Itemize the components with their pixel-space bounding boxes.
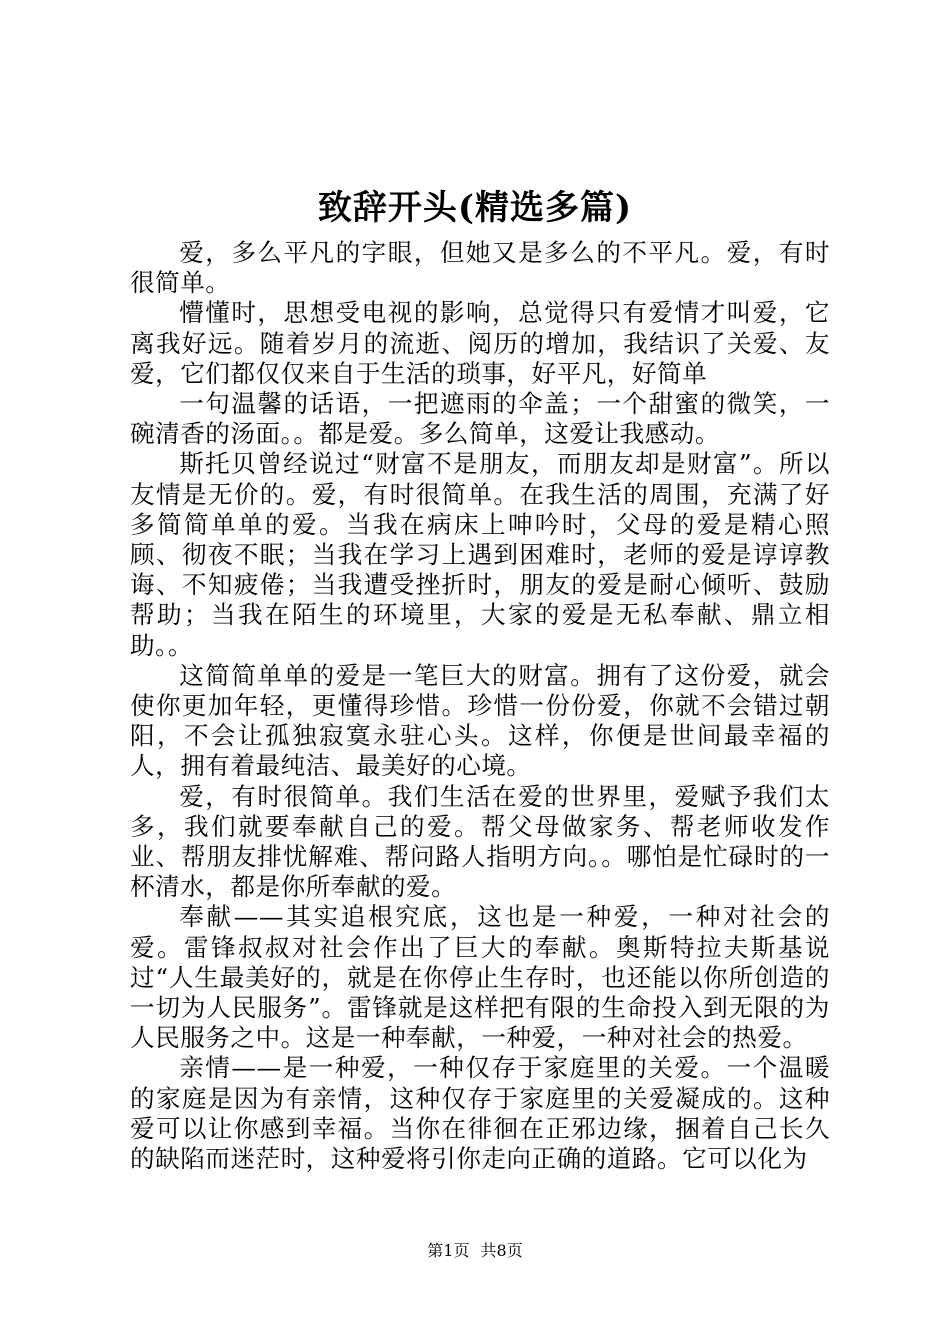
paragraph: 爱，有时很简单。我们生活在爱的世界里，爱赋予我们太多，我们就要奉献自己的爱。帮父母做家务、帮老师收发作业、帮朋友排忧解难、帮问路人指明方向。。哪怕是忙碌时的一杯清水，都是你所奉献的爱。 <box>130 781 830 902</box>
page-total: 共8页 <box>480 1241 523 1260</box>
page-footer <box>0 1240 950 1262</box>
paragraph: 斯托贝曾经说过“财富不是朋友，而朋友却是财富”。所以友情是无价的。爱，有时很简单。在我生活的周围，充满了好多简简单单的爱。当我在病床上呻吟时，父母的爱是精心照顾、彻夜不眠；当我在学习上遇到困难时，老师的爱是谆谆教诲、不知疲倦；当我遭受挫折时，朋友的爱是耐心倾听、鼓励帮助；当我在陌生的环境里，大家的爱是无私奉献、鼎立相助。。 <box>130 449 830 660</box>
paragraph: 懵懂时，思想受电视的影响，总觉得只有爱情才叫爱，它离我好远。随着岁月的流逝、阅历的增加，我结识了关爱、友爱，它们都仅仅来自于生活的琐事，好平凡，好简单 <box>130 298 830 388</box>
document-body <box>130 238 830 1174</box>
paragraph: 亲情——是一种爱，一种仅存于家庭里的关爱。一个温暖的家庭是因为有亲情，这种仅存于家庭里的关爱凝成的。这种爱可以让你感到幸福。当你在徘徊在正邪边缘，捆着自己长久的缺陷而迷茫时，这种爱将引你走向正确的道路。它可以化为 <box>130 1053 830 1174</box>
page-number: 第1页 <box>427 1241 470 1260</box>
paragraph: 一句温馨的话语，一把遮雨的伞盖；一个甜蜜的微笑，一碗清香的汤面。。都是爱。多么简单，这爱让我感动。 <box>130 389 830 449</box>
paragraph: 这简简单单的爱是一笔巨大的财富。拥有了这份爱，就会使你更加年轻，更懂得珍惜。珍惜一份份爱，你就不会错过朝阳，不会让孤独寂寞永驻心头。这样，你便是世间最幸福的人，拥有着最纯洁、最美好的心境。 <box>130 660 830 781</box>
paragraph: 爱，多么平凡的字眼，但她又是多么的不平凡。爱，有时很简单。 <box>130 238 830 298</box>
document-title: 致辞开头(精选多篇) <box>317 188 633 228</box>
paragraph: 奉献——其实追根究底，这也是一种爱，一种对社会的爱。雷锋叔叔对社会作出了巨大的奉献。奥斯特拉夫斯基说过“人生最美好的，就是在你停止生存时，也还能以你所创造的一切为人民服务”。雷锋就是这样把有限的生命投入到无限的为人民服务之中。这是一种奉献，一种爱，一种对社会的热爱。 <box>130 902 830 1053</box>
